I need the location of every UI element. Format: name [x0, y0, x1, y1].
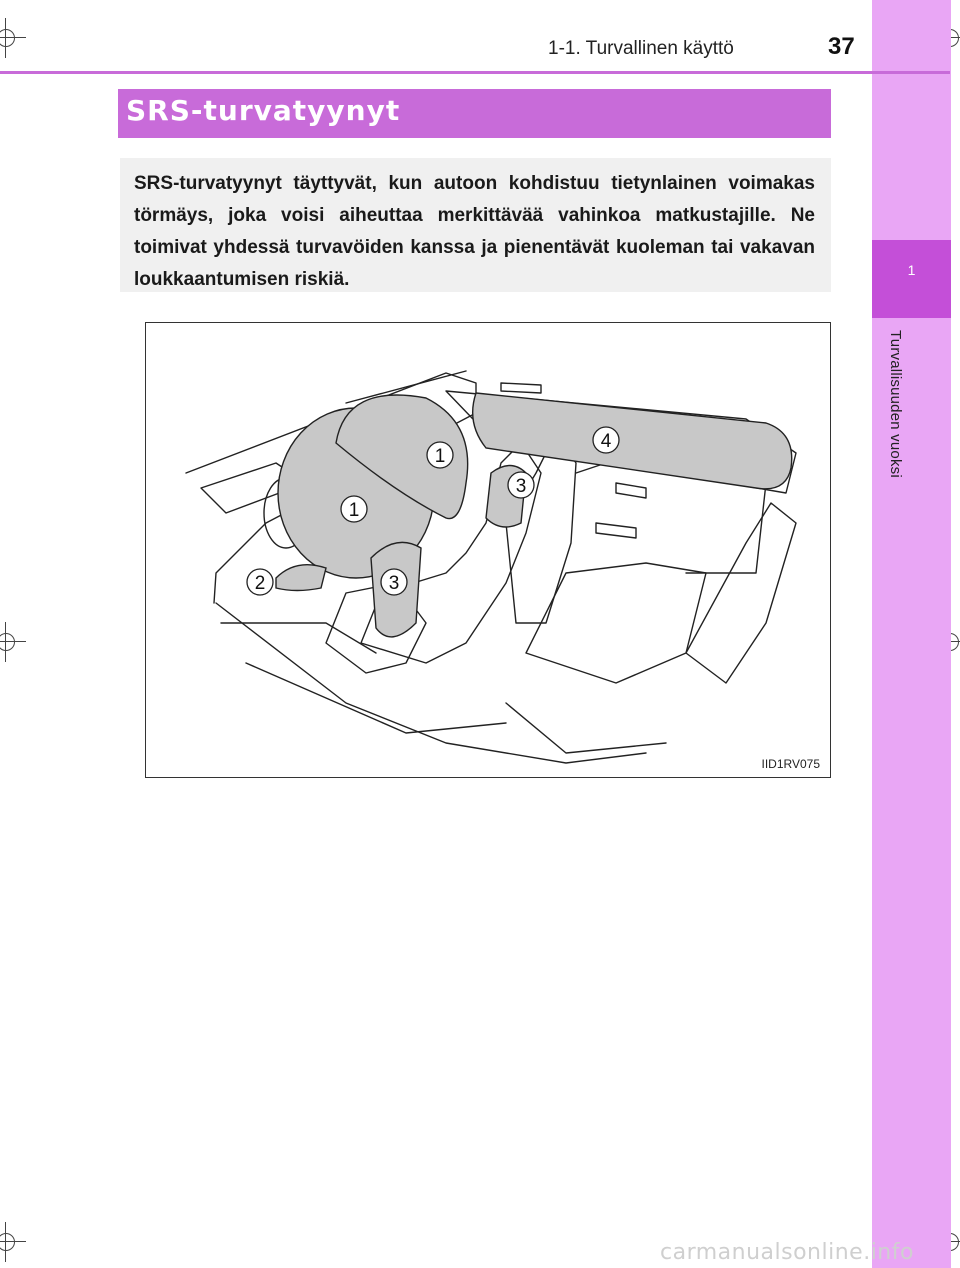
registration-mark-mid-left [0, 622, 26, 662]
airbag-illustration [145, 322, 831, 778]
header-section-title: 1-1. Turvallinen käyttö [548, 38, 734, 59]
page-number: 37 [828, 33, 855, 60]
callout-label-3b: 3 [515, 476, 527, 497]
callout-label-1a: 1 [434, 446, 446, 467]
section-title: SRS-turvatyynyt [126, 94, 401, 127]
car-interior-drawing [146, 323, 830, 777]
callout-label-1b: 1 [348, 500, 360, 521]
chapter-number-box [872, 240, 951, 318]
knee-airbag [276, 565, 326, 591]
registration-mark-top-left [0, 18, 26, 58]
chapter-number: 1 [907, 262, 916, 278]
intro-text: SRS-turvatyynyt täyttyvät, kun autoon kohdistuu tietynlainen voimakas törmäys, joka voisi aiheuttaa merkittävää vahinkoa matkustajille. Ne toimivat yhdessä turvavöiden kanssa ja pienentävät kuoleman tai vakavan loukkaantumisen riskiä. [134, 173, 815, 290]
figure-code: IID1RV075 [761, 757, 820, 771]
callout-label-4: 4 [600, 431, 612, 452]
watermark: carmanualsonline.info [660, 1240, 914, 1265]
callout-label-3a: 3 [388, 573, 400, 594]
intro-box [120, 158, 831, 292]
rear-seat [526, 563, 706, 683]
chapter-label: Turvallisuuden vuoksi [887, 330, 904, 478]
registration-mark-bottom-left [0, 1222, 26, 1262]
chapter-side-tab [872, 0, 951, 1268]
callout-label-2: 2 [254, 573, 266, 594]
header-rule [0, 71, 950, 74]
passenger-seat [506, 433, 576, 623]
